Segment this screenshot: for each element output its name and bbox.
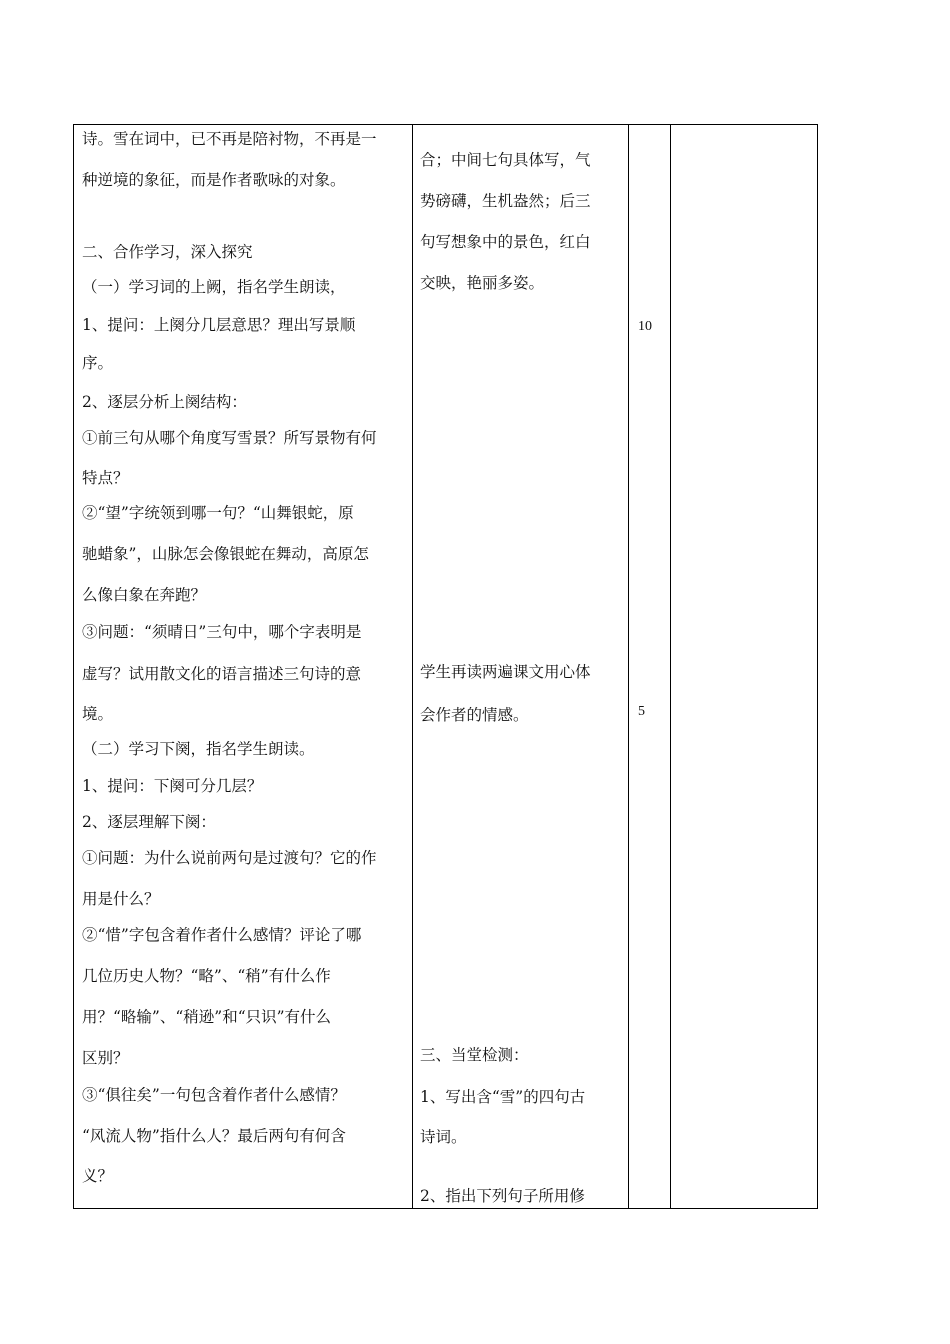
- text-line: 诗。雪在词中，已不再是陪衬物，不再是一: [82, 130, 377, 148]
- notes-cell: [678, 125, 813, 1208]
- text-line: 2、逐层分析上阕结构：: [82, 393, 247, 411]
- text-line: 会作者的情感。: [420, 706, 529, 724]
- text-line: ③“俱往矣”一句包含着作者什么感情？: [82, 1086, 346, 1104]
- text-line: 学生再读两遍课文用心体: [420, 663, 591, 681]
- text-line: 交映，艳丽多姿。: [420, 274, 545, 292]
- time-minutes: 5: [638, 704, 645, 719]
- column-divider: [628, 125, 629, 1208]
- text-line: “风流人物”指什么人？最后两句有何含: [82, 1127, 346, 1145]
- text-line: 合；中间七句具体写，气: [420, 151, 591, 169]
- text-line: 用？“略输”、“稍逊”和“只识”有什么: [82, 1008, 332, 1026]
- section-heading: 三、当堂检测：: [420, 1046, 529, 1064]
- text-line: （二）学习下阕，指名学生朗读。: [82, 740, 315, 758]
- text-line: 1、写出含“雪”的四句古: [420, 1088, 586, 1106]
- text-line: 2、指出下列句子所用修: [420, 1187, 585, 1205]
- text-line: 诗词。: [420, 1128, 467, 1146]
- text-line: ①前三句从哪个角度写雪景？所写景物有何: [82, 429, 377, 447]
- text-line: 区别？: [82, 1049, 129, 1067]
- text-line: ③问题：“须晴日”三句中，哪个字表明是: [82, 623, 362, 641]
- column-divider: [412, 125, 413, 1208]
- text-line: 几位历史人物？“略”、“稍”有什么作: [82, 967, 331, 985]
- text-line: 1、提问：上阕分几层意思？理出写景顺: [82, 316, 356, 334]
- time-minutes: 10: [638, 319, 652, 334]
- text-line: ②“望”字统领到哪一句？“山舞银蛇，原: [82, 504, 354, 522]
- teacher-activity-cell: [82, 125, 410, 1208]
- text-line: 虚写？试用散文化的语言描述三句诗的意: [82, 665, 362, 683]
- text-line: （一）学习词的上阙，指名学生朗读，: [82, 278, 346, 296]
- text-line: 用是什么？: [82, 890, 160, 908]
- student-activity-cell: [420, 125, 620, 1208]
- text-line: 驰蜡象”，山脉怎会像银蛇在舞动，高原怎: [82, 545, 369, 563]
- text-line: 势磅礴，生机盎然；后三: [420, 192, 591, 210]
- text-line: 1、提问：下阕可分几层？: [82, 777, 263, 795]
- text-line: ①问题：为什么说前两句是过渡句？它的作: [82, 849, 377, 867]
- text-line: 句写想象中的景色，红白: [420, 233, 591, 251]
- text-line: 境。: [82, 705, 114, 723]
- lesson-plan-table: [73, 124, 818, 1209]
- text-line: 序。: [82, 354, 114, 372]
- text-line: ②“惜”字包含着作者什么感情？评论了哪: [82, 926, 362, 944]
- text-line: 特点？: [82, 469, 129, 487]
- section-heading: 二、合作学习，深入探究: [82, 243, 253, 261]
- text-line: 义？: [82, 1167, 114, 1185]
- text-line: 么像白象在奔跑？: [82, 586, 207, 604]
- text-line: 种逆境的象征，而是作者歌咏的对象。: [82, 171, 346, 189]
- time-cell: [638, 125, 678, 1208]
- text-line: 2、逐层理解下阕：: [82, 813, 216, 831]
